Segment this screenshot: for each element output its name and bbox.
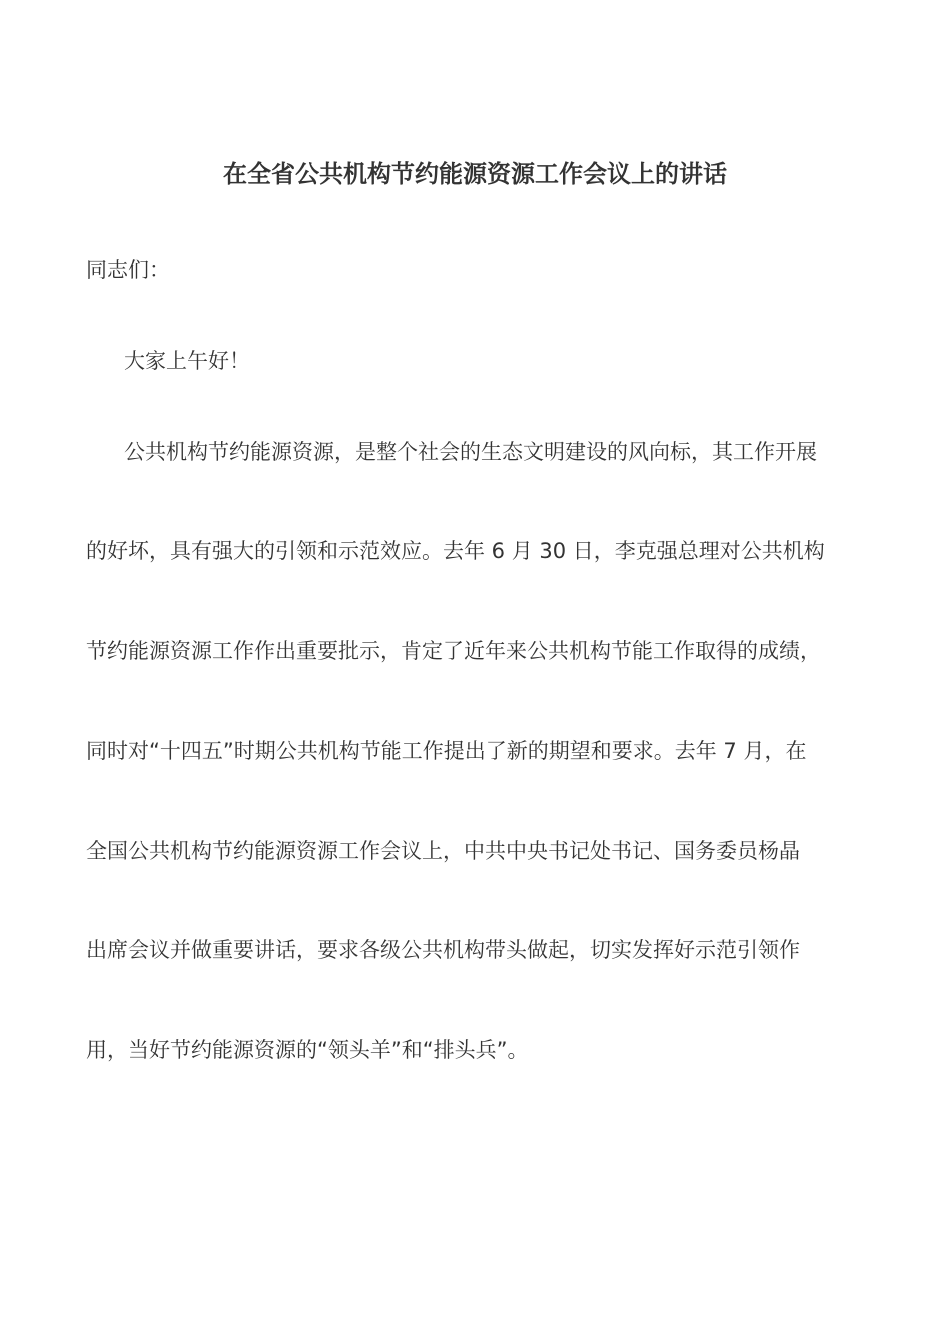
paragraph-line: 节约能源资源工作作出重要批示，肯定了近年来公共机构节能工作取得的成绩， <box>86 639 821 663</box>
paragraph-line: 同时对“十四五”时期公共机构节能工作提出了新的期望和要求。去年 7 月，在 <box>86 739 807 763</box>
greeting: 大家上午好！ <box>124 349 250 373</box>
paragraph-line: 用，当好节约能源资源的“领头羊”和“排头兵”。 <box>86 1038 529 1062</box>
paragraph-line: 公共机构节约能源资源，是整个社会的生态文明建设的风向标，其工作开展 <box>124 440 817 464</box>
paragraph-line: 的好坏，具有强大的引领和示范效应。去年 6 月 30 日，李克强总理对公共机构 <box>86 539 825 563</box>
paragraph-line: 全国公共机构节约能源资源工作会议上，中共中央书记处书记、国务委员杨晶 <box>86 839 800 863</box>
paragraph-line: 出席会议并做重要讲话，要求各级公共机构带头做起，切实发挥好示范引领作 <box>86 938 800 962</box>
salutation: 同志们： <box>86 258 170 282</box>
document-title: 在全省公共机构节约能源资源工作会议上的讲话 <box>223 160 727 188</box>
